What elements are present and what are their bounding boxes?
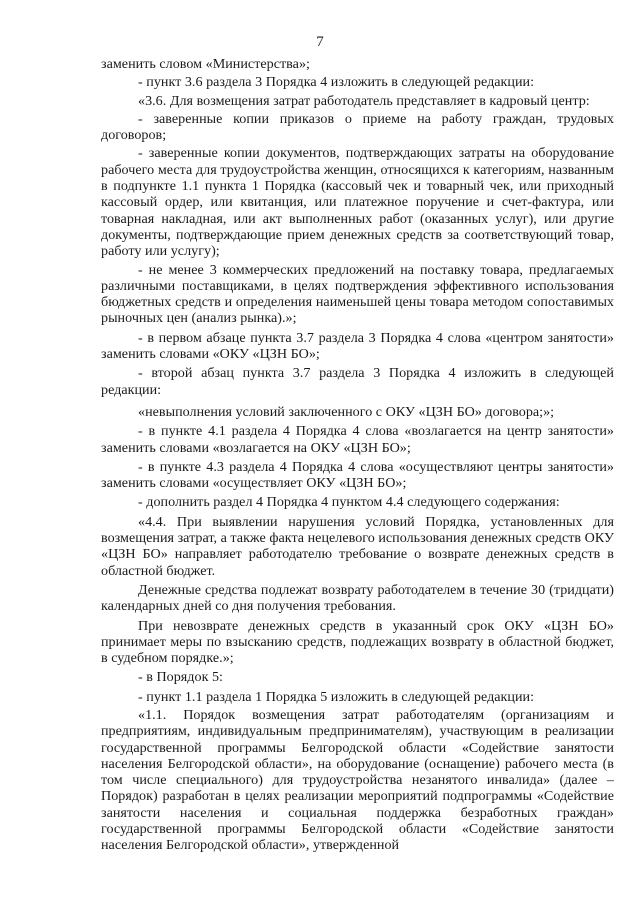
paragraph: - дополнить раздел 4 Порядка 4 пунктом 4.4 следующего содержания: (138, 494, 560, 511)
document-body (101, 56, 614, 854)
paragraph: - не менее 3 коммерческих предложений на поставку товара, предлагаемых различными поставщиками, в целях подтверждения эффективного использования бюджетных средств и определения наименьшей цены товара методом сопоставимых рыночных цен (анализ рынка).»; (101, 261, 614, 327)
paragraph: - заверенные копии документов, подтверждающих затраты на оборудование рабочего места для трудоустройства женщин, относящихся к категориям, названным в подпункте 1.1 пункта 1 Порядка (кассовый чек и товарный чек, или приходный кассовый ордер, или квитанция, или платежное поручение и счет-фактура, или товарная накладная, или акт выполненных работ (оказанных услуг), или другие документы, подтверждающие прием денежных средств за соответствующий товар, работу или услугу); (101, 145, 614, 260)
paragraph: Денежные средства подлежат возврату работодателем в течение 30 (тридцати) календарных дней со дня получения требования. (101, 581, 614, 615)
paragraph: «3.6. Для возмещения затрат работодатель представляет в кадровый центр: (138, 92, 590, 109)
paragraph: - заверенные копии приказов о приеме на работу граждан, трудовых договоров; (101, 110, 614, 144)
paragraph: заменить словом «Министерства»; (101, 56, 310, 72)
page-number: 7 (316, 34, 324, 50)
paragraph: «невыполнения условий заключенного с ОКУ «ЦЗН БО» договора;»; (138, 403, 555, 420)
paragraph: - в первом абзаце пункта 3.7 раздела 3 Порядка 4 слова «центром занятости» заменить словами «ОКУ «ЦЗН БО»; (101, 329, 614, 363)
paragraph: - в пункте 4.1 раздела 4 Порядка 4 слова «возлагается на центр занятости» заменить словами «возлагается на ОКУ «ЦЗН БО»; (101, 423, 614, 456)
paragraph: - в пункте 4.3 раздела 4 Порядка 4 слова «осуществляют центры занятости» заменить словами «осуществляет ОКУ «ЦЗН БО»; (101, 458, 614, 492)
paragraph: - в Порядок 5: (138, 669, 223, 686)
paragraph: - пункт 3.6 раздела 3 Порядка 4 изложить в следующей редакции: (138, 74, 535, 91)
paragraph: «4.4. При выявлении нарушения условий Порядка, установленных для возмещения затрат, а также факта нецелевого использования денежных средств ОКУ «ЦЗН БО» направляет работодателю требование о возврате денежных средств в областной бюджет. (101, 513, 614, 579)
paragraph: - пункт 1.1 раздела 1 Порядка 5 изложить в следующей редакции: (138, 688, 535, 705)
paragraph: - второй абзац пункта 3.7 раздела 3 Порядка 4 изложить в следующей редакции: (101, 365, 614, 398)
paragraph: «1.1. Порядок возмещения затрат работодателям (организациям и предприятиям, индивидуальным предпринимателям), участвующим в реализации государственной программы Белгородской области «Содействие занятости населения Белгородской области», на оборудование (оснащение) рабочего места (в том числе специального) для трудоустройства незанятого инвалида» (далее – Порядок) разработан в целях реализации мероприятий подпрограммы «Содействие занятости населения и социальная поддержка безработных граждан» государственной программы Белгородской области «Содействие занятости населения Белгородской области», утвержденной (101, 706, 614, 854)
paragraph: При невозврате денежных средств в указанный срок ОКУ «ЦЗН БО» принимает меры по взысканию средств, подлежащих возврату в областной бюджет, в судебном порядке.»; (101, 617, 614, 667)
